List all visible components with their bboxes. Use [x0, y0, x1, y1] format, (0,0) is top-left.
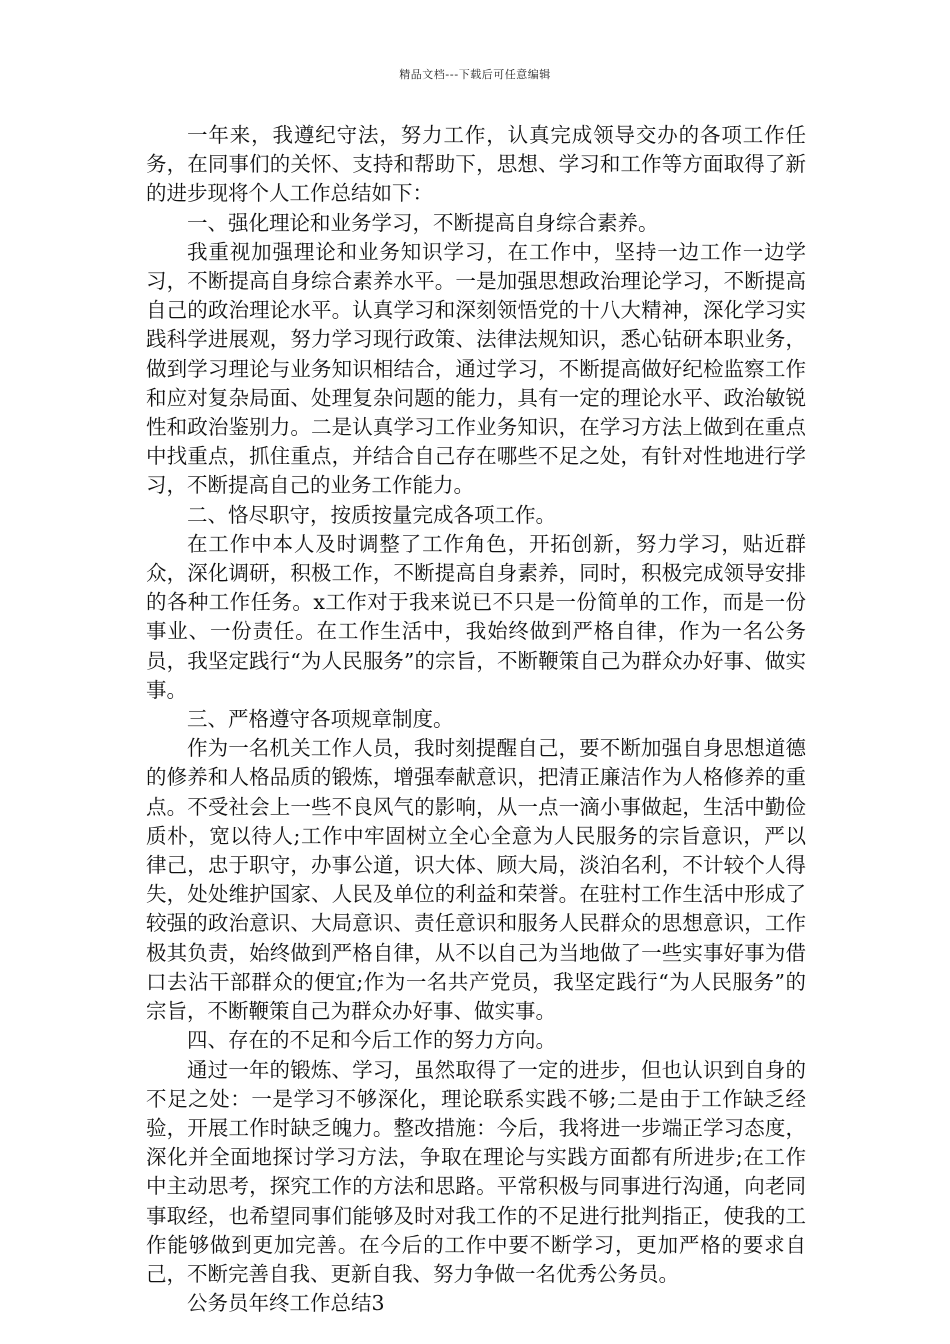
section-heading-2: 二、恪尽职守，按质按量完成各项工作。: [187, 502, 556, 527]
document-body: [146, 121, 806, 1318]
section-4-paragraph: 通过一年的锻炼、学习，虽然取得了一定的进步，但也认识到自身的不足之处：一是学习不够深化，理论联系实践不够;二是由于工作缺乏经验，开展工作时缺乏魄力。整改措施：今后，我将进一步端正学习态度，深化并全面地探讨学习方法，争取在理论与实践方面都有所进步;在工作中主动思考，探究工作的方法和思路。平常积极与同事进行沟通，向老同事取经，也希望同事们能够及时对我工作的不足进行批判指正，使我的工作能够做到更加完善。在今后的工作中要不断学习，更加严格的要求自己，不断完善自我、更新自我、努力争做一名优秀公务员。: [146, 1057, 806, 1286]
next-document-title: 公务员年终工作总结3: [187, 1291, 385, 1316]
section-heading-3: 三、严格遵守各项规章制度。: [187, 707, 454, 732]
section-heading-4: 四、存在的不足和今后工作的努力方向。: [187, 1028, 556, 1053]
page-header-note: 精品文档---下载后可任意编辑: [399, 68, 551, 81]
intro-paragraph: 一年来，我遵纪守法，努力工作，认真完成领导交办的各项工作任务，在同事们的关怀、支持和帮助下，思想、学习和工作等方面取得了新的进步现将个人工作总结如下：: [146, 123, 806, 206]
section-3-paragraph: 作为一名机关工作人员，我时刻提醒自己，要不断加强自身思想道德的修养和人格品质的锻炼，增强奉献意识，把清正廉洁作为人格修养的重点。不受社会上一些不良风气的影响，从一点一滴小事做起，生活中勤俭质朴，宽以待人;工作中牢固树立全心全意为人民服务的宗旨意识，严以律己，忠于职守，办事公道，识大体、顾大局，淡泊名利，不计较个人得失，处处维护国家、人民及单位的利益和荣誉。在驻村工作生活中形成了较强的政治意识、大局意识、责任意识和服务人民群众的思想意识，工作极其负责，始终做到严格自律，从不以自己为当地做了一些实事好事为借口去沾干部群众的便宜;作为一名共产党员，我坚定践行“为人民服务”的宗旨，不断鞭策自己为群众办好事、做实事。: [146, 736, 806, 1024]
section-2-paragraph: 在工作中本人及时调整了工作角色，开拓创新，努力学习，贴近群众，深化调研，积极工作，不断提高自身素养，同时，积极完成领导安排的各种工作任务。x工作对于我来说已不只是一份简单的工作，而是一份事业、一份责任。在工作生活中，我始终做到严格自律，作为一名公务员，我坚定践行“为人民服务”的宗旨，不断鞭策自己为群众办好事、做实事。: [146, 531, 806, 702]
section-1-paragraph: 我重视加强理论和业务知识学习，在工作中，坚持一边工作一边学习，不断提高自身综合素养水平。一是加强思想政治理论学习，不断提高自己的政治理论水平。认真学习和深刻领悟党的十八大精神，深化学习实践科学进展观，努力学习现行政策、法律法规知识，悉心钻研本职业务，做到学习理论与业务知识相结合，通过学习，不断提高做好纪检监察工作和应对复杂局面、处理复杂问题的能力，具有一定的理论水平、政治敏锐性和政治鉴别力。二是认真学习工作业务知识，在学习方法上做到在重点中找重点，抓住重点，并结合自己存在哪些不足之处，有针对性地进行学习，不断提高自己的业务工作能力。: [146, 239, 806, 498]
section-heading-1: 一、强化理论和业务学习，不断提高自身综合素养。: [187, 210, 659, 235]
